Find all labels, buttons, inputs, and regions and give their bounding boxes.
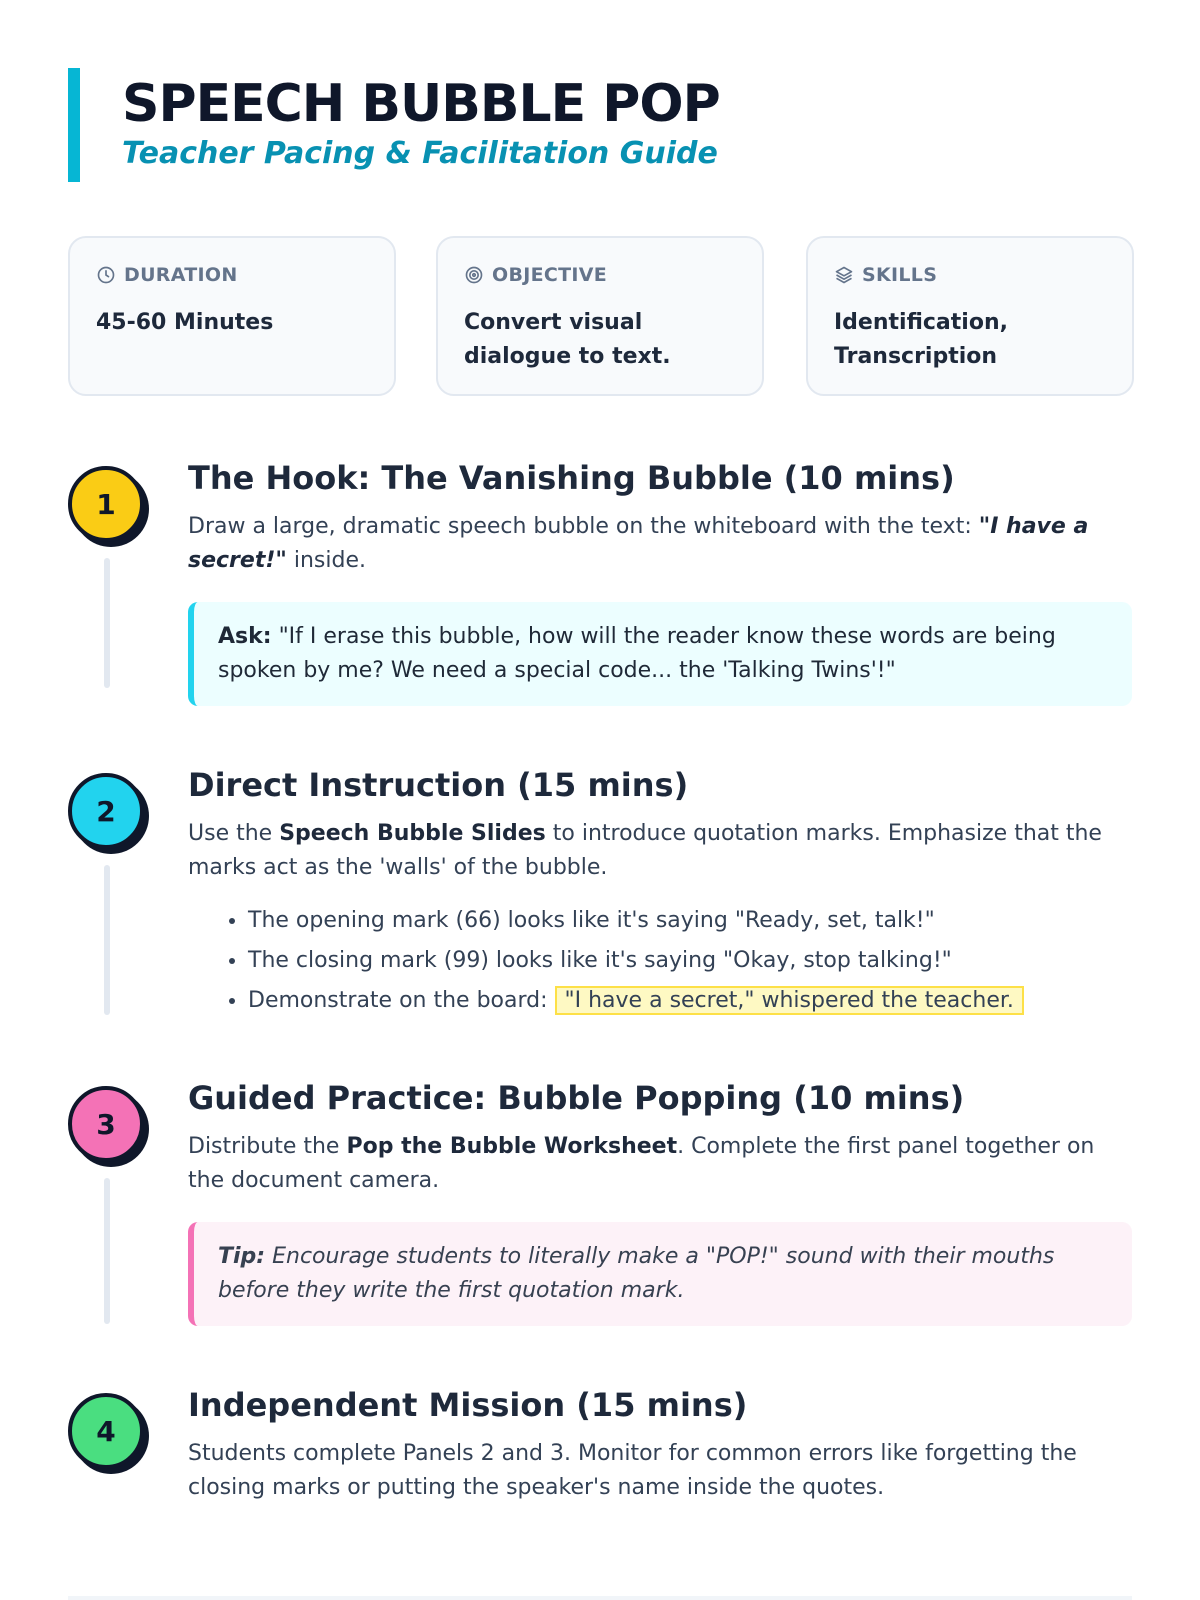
page-subtitle: Teacher Pacing & Facilitation Guide [122,136,718,171]
objective-card [436,236,764,396]
objective-value: Convert visual dialogue to text. [464,310,671,369]
step-content [188,1386,1132,1505]
page-title: SPEECH BUBBLE POP [122,74,720,134]
duration-label: DURATION [96,264,368,286]
resource-name: Pop the Bubble Worksheet [346,1134,678,1159]
target-icon [464,265,484,285]
objective-label: OBJECTIVE [464,264,736,286]
duration-value: 45-60 Minutes [96,310,274,335]
timeline-connector [104,1178,110,1324]
skills-value: Identification, Transcription [834,310,1008,369]
skills-card [806,236,1134,396]
step-number-badge: 1 [68,466,144,542]
tip-callout [188,1222,1132,1326]
list-item: • Demonstrate on the board: "I have a secret," whispered the teacher. [248,981,1132,1021]
callout-label: Tip: [218,1244,266,1269]
callout-text: Encourage students to literally make a "POP!" sound with their mouths before they write the first quotation mark. [218,1244,1055,1303]
step-description: Use the Speech Bubble Slides to introduce quotation marks. Emphasize that the marks act as the 'walls' of the bubble. [188,821,1102,880]
layers-icon [834,265,854,285]
highlighted-example: "I have a secret," whispered the teacher. [555,986,1024,1015]
timeline-connector [104,558,110,688]
info-cards [68,236,1132,398]
example-quote: "I have a secret!" [188,514,1089,573]
step-number-badge: 2 [68,773,144,849]
callout-label: Ask: [218,624,272,649]
step-content [188,1079,1132,1326]
callout-text: "If I erase this bubble, how will the reader know these words are being spoken by me? We need a special code... the 'Talking Twins'!" [218,624,1056,683]
step-title: The Hook: The Vanishing Bubble (10 mins) [188,459,955,497]
step-title: Independent Mission (15 mins) [188,1386,748,1424]
page-header [68,68,720,182]
step-description: Distribute the Pop the Bubble Worksheet. Complete the first panel together on the document camera. [188,1134,1095,1193]
timeline-connector [104,865,110,1015]
footer-divider [68,1596,1132,1600]
list-item: • The opening mark (66) looks like it's saying "Ready, set, talk!" [248,901,1132,941]
ask-callout [188,602,1132,706]
clock-icon [96,265,116,285]
step-number-badge: 4 [68,1393,144,1469]
instruction-list [188,901,1132,1021]
step-number-badge: 3 [68,1086,144,1162]
step-content [188,766,1132,1021]
step-content [188,459,1132,706]
step-title: Direct Instruction (15 mins) [188,766,689,804]
list-item: • The closing mark (99) looks like it's saying "Okay, stop talking!" [248,941,1132,981]
duration-card [68,236,396,396]
step-title: Guided Practice: Bubble Popping (10 mins) [188,1079,965,1117]
skills-label: SKILLS [834,264,1106,286]
step-description: Students complete Panels 2 and 3. Monitor for common errors like forgetting the closing marks or putting the speaker's name inside the quotes. [188,1441,1077,1500]
resource-name: Speech Bubble Slides [279,821,546,846]
step-description: Draw a large, dramatic speech bubble on the whiteboard with the text: "I have a secret!" inside. [188,514,1089,573]
